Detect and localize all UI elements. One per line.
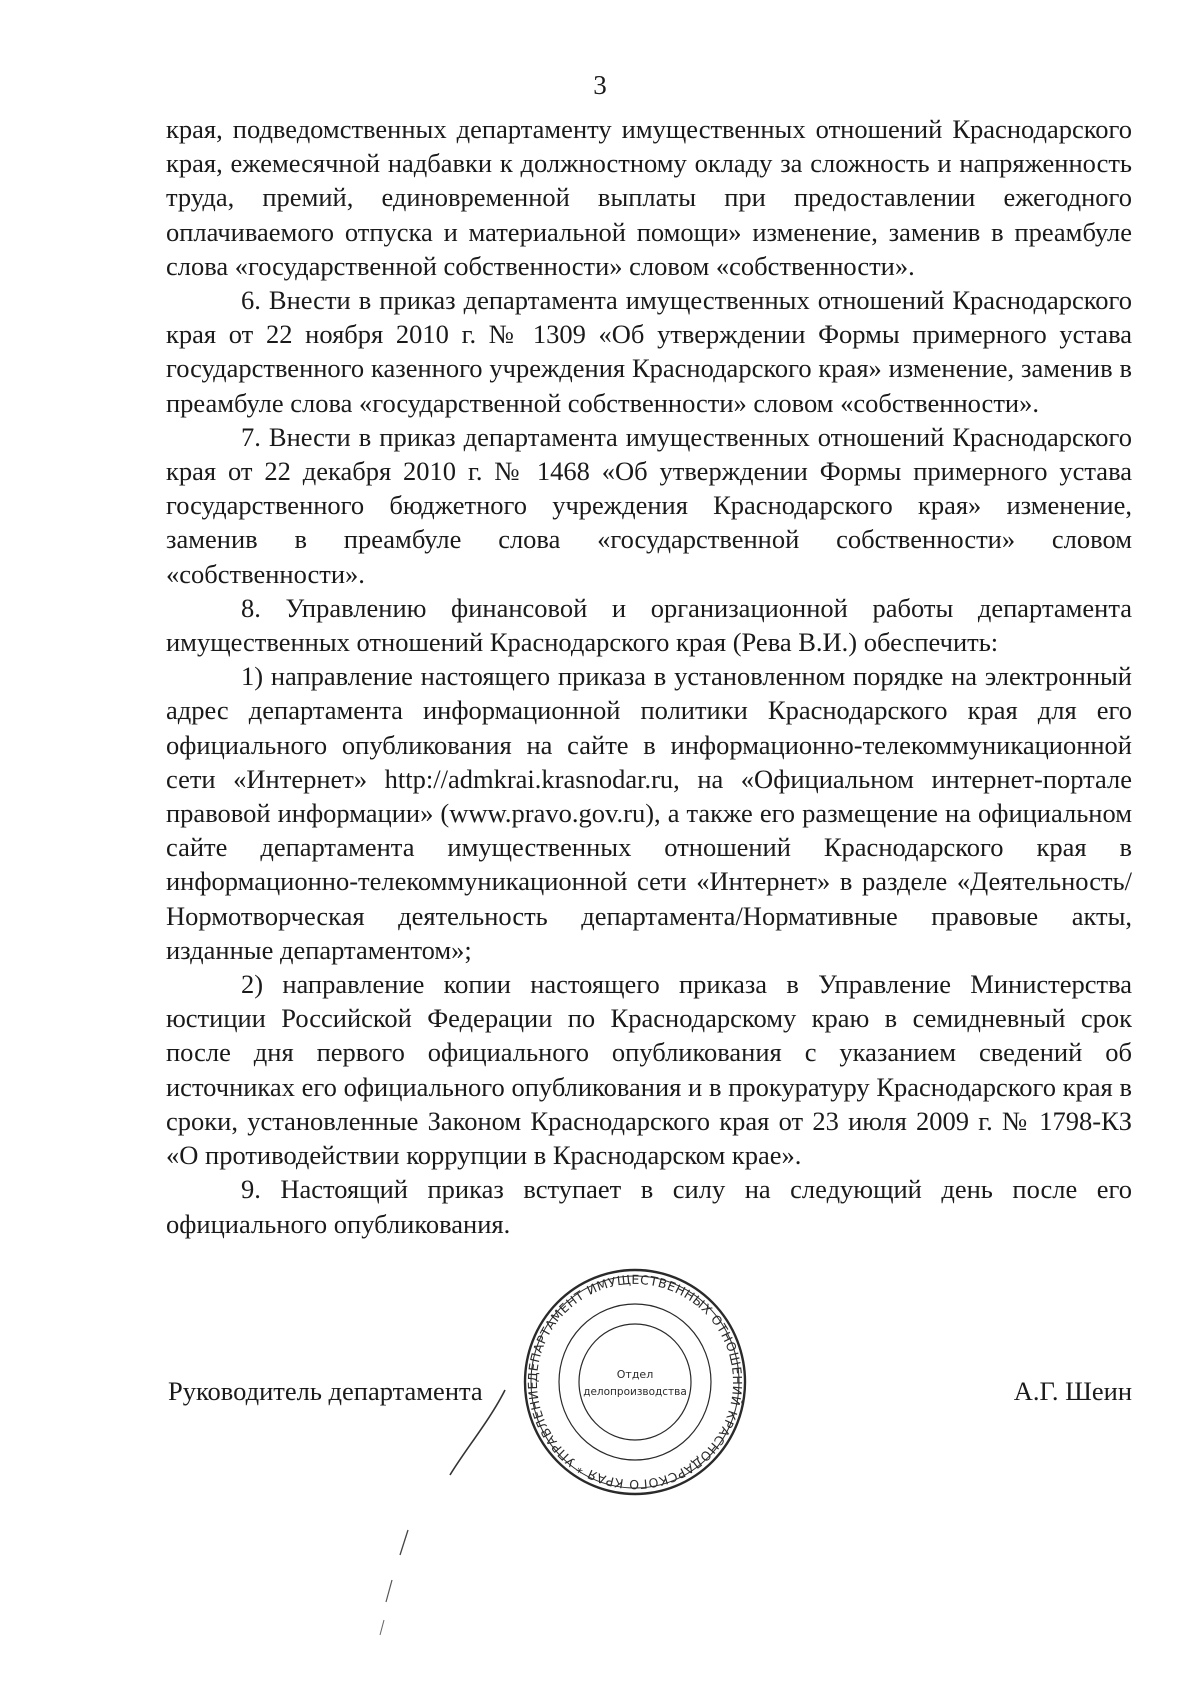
paragraph-7: 7. Внести в приказ департамента имущественных отношений Краснодарского края от 22 декабря 2010 г. № 1468 «Об утверждении Формы примерного устава государственного бюджетного учреждения Краснодарского края» изменение, заменив в преамбуле слова «государственной собственности» словом «собственности». — [166, 421, 1132, 589]
paragraph-5-continuation: края, подведомственных департаменту имущественных отношений Краснодарского края, ежемесячной надбавки к должностному окладу за сложность и напряженность труда, премий, единовременной выплаты при предоставлении ежегодного оплачиваемого отпуска и материальной помощи» изменение, заменив в преамбуле слова «государственной собственности» словом «собственности». — [166, 114, 1132, 281]
signatory-name: А.Г. Шеин — [1013, 1376, 1132, 1406]
paragraph-8-item-2: 2) направление копии настоящего приказа в Управление Министерства юстиции Российской Федерации по Краснодарскому краю в семидневный срок после дня первого официального опубликования с указанием сведений об источниках его официального опубликования и в прокуратуру Краснодарского края в сроки, установленные Законом Краснодарского края от 23 июля 2009 г. № 1798-КЗ «О противодействии коррупции в Краснодарском крае». — [166, 969, 1132, 1171]
page-number: 3 — [593, 70, 607, 100]
paragraph-8-item-1: 1) направление настоящего приказа в установленном порядке на электронный адрес департамента информационной политики Краснодарского края для его официального опубликования на сайте в информационно-телекоммуникационной сети «Интернет» http://admkrai.krasnodar.ru, на «Официальном интернет-портале правовой информации» (www.pravo.gov.ru), а также его размещение на официальном сайте департамента имущественных отношений Краснодарского края в информационно-телекоммуникационной сети «Интернет» в разделе «Деятельность/Нормотворческая деятельность департамента/Нормативные правовые акты, изданные департаментом»; — [166, 661, 1132, 965]
svg-text:Отдел: Отдел — [616, 1368, 654, 1381]
svg-text:ДЕПАРТАМЕНТ ИМУЩЕСТВЕННЫХ ОТНО: ДЕПАРТАМЕНТ ИМУЩЕСТВЕННЫХ ОТНОШЕНИЙ КРАСНОДАРСКОГО КРАЯ * УПРАВЛЕНИЕ — [524, 1271, 746, 1493]
seal-graphic — [520, 1262, 750, 1502]
signatory-title: Руководитель департамента — [168, 1376, 483, 1406]
svg-text:делопроизводства: делопроизводства — [583, 1386, 687, 1398]
document-body — [166, 112, 1132, 1241]
paragraph-6: 6. Внести в приказ департамента имущественных отношений Краснодарского края от 22 ноября 2010 г. № 1309 «Об утверждении Формы примерного устава государственного казенного учреждения Краснодарского края» изменение, заменив в преамбуле слова «государственной собственности» словом «собственности». — [166, 285, 1132, 418]
handwritten-signature — [370, 1380, 510, 1680]
paragraph-8: 8. Управлению финансовой и организационной работы департамента имущественных отношений Краснодарского края (Рева В.И.) обеспечить: — [166, 592, 1132, 658]
official-seal — [520, 1262, 750, 1502]
paragraph-9: 9. Настоящий приказ вступает в силу на следующий день после его официального опубликования. — [166, 1174, 1132, 1239]
